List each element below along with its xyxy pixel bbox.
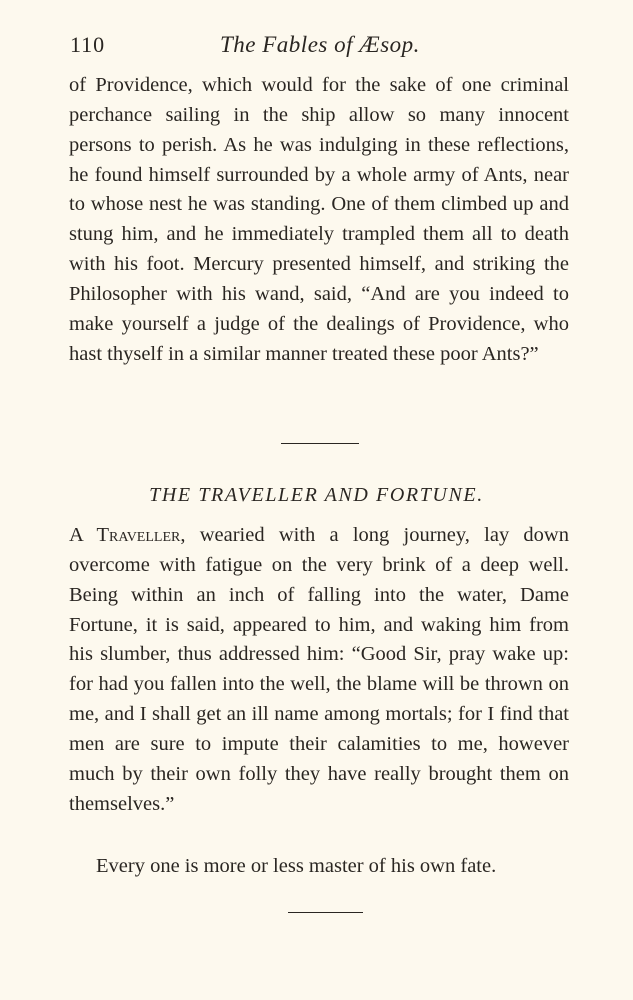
fable-lead-word: A Traveller, — [69, 524, 186, 546]
section-divider — [281, 443, 359, 444]
fable-moral: Every one is more or less master of his own fate. — [96, 855, 497, 877]
running-title: The Fables of Æsop. — [220, 32, 420, 57]
continuation-paragraph: of Providence, which would for the sake of one criminal perchance sailing in the ship allow so many innocent persons to perish. As he was indulging in these reflections, he found himself surrounded by a whole army of Ants, near to whose nest he was standing. One of them climbed up and stung him, and he immediately trampled them all to death with his foot. Mercury presented himself, and striking the Philosopher with his wand, said, “And are you indeed to make yourself a judge of the dealings of Providence, who hast thyself in a similar manner treated these poor Ants?” — [69, 74, 569, 365]
page-number: 110 — [70, 32, 106, 57]
end-divider — [288, 912, 363, 913]
page-header — [70, 32, 570, 66]
fable-title: THE TRAVELLER AND FORTUNE. — [149, 484, 484, 506]
fable-body-text: wearied with a long journey, lay down overcome with fatigue on the very brink of a deep well. Being within an inch of falling into the water, Dame Fortune, it is said, appeared to him, and waking him from his slumber, thus addressed him: “Good Sir, pray wake up: for had you fallen into the well, the blame will be thrown on me, and I shall get an ill name among mortals; for I find that men are sure to impute their calamities to me, however much by their own folly they have really brought them on themselves.” — [69, 524, 569, 815]
fable-paragraph — [69, 521, 569, 819]
